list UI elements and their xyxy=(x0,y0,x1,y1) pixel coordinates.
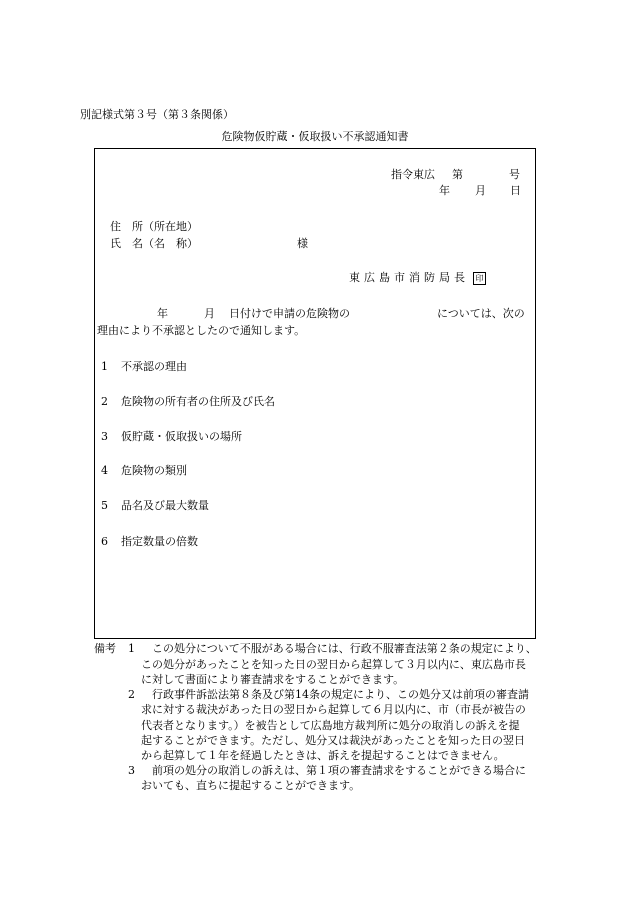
body-date-text: 日付けで申請の危険物の xyxy=(229,307,350,320)
item-number: 3 xyxy=(101,430,108,443)
note-1-line-3: に対して書面により審査請求をすることができます。 xyxy=(141,673,405,686)
item-2 xyxy=(101,395,275,408)
item-number: 1 xyxy=(101,360,108,373)
item-4 xyxy=(101,464,187,477)
date-year: 年 xyxy=(439,184,450,197)
note-1-line-1: この処分について不服がある場合には、行政不服審査法第２条の規定により、 xyxy=(152,642,537,655)
body-year: 年 xyxy=(157,307,168,320)
body-line2: 理由により不承認としたので通知します。 xyxy=(97,324,306,337)
item-number: 6 xyxy=(101,535,108,548)
document-title: 危険物仮貯蔵・仮取扱い不承認通知書 xyxy=(221,130,409,143)
date-month: 月 xyxy=(475,184,486,197)
notes-label: 備考 xyxy=(94,642,116,655)
body-month: 月 xyxy=(204,307,215,320)
item-1 xyxy=(101,360,187,373)
note-3-line-1: 前項の処分の取消しの訴えは、第１項の審査請求をすることができる場合に xyxy=(152,764,526,777)
item-3 xyxy=(101,430,242,443)
item-number: 5 xyxy=(101,499,108,512)
doc-number-dai: 第 xyxy=(452,168,463,181)
seal-mark: 印 xyxy=(473,272,486,285)
item-5 xyxy=(101,499,209,512)
name-label: 氏 名（名 称） xyxy=(110,237,198,250)
item-text: 不承認の理由 xyxy=(121,360,187,373)
issuer-name-text: 東広島市消防局長 xyxy=(349,271,469,284)
note-3-number: 3 xyxy=(128,764,135,777)
note-1-line-2: この処分があったことを知った日の翌日から起算して３月以内に、東広島市長 xyxy=(141,658,526,671)
honorific-sama: 様 xyxy=(297,237,308,250)
note-2-line-1: 行政事件訴訟法第８条及び第14条の規定により、この処分又は前項の審査請 xyxy=(152,688,529,701)
item-text: 危険物の類別 xyxy=(121,464,187,477)
item-number: 4 xyxy=(101,464,108,477)
form-label: 別記様式第３号（第３条関係） xyxy=(80,108,234,121)
issuer-name xyxy=(349,271,486,285)
item-number: 2 xyxy=(101,395,108,408)
item-text: 危険物の所有者の住所及び氏名 xyxy=(121,395,275,408)
address-label: 住 所（所在地） xyxy=(110,220,198,233)
date-day: 日 xyxy=(510,184,521,197)
doc-number-prefix: 指令東広 xyxy=(391,168,435,181)
note-2-number: 2 xyxy=(128,688,135,701)
note-2-line-2: 求に対する裁決があった日の翌日から起算して６月以内に、市（市長が被告の xyxy=(141,703,526,716)
note-2-line-4: 起することができます。ただし、処分又は裁決があったことを知った日の翌日 xyxy=(141,734,526,747)
note-2-line-5: から起算して１年を経過したときは、訴えを提起することはできません。 xyxy=(141,749,505,762)
note-2-line-3: 代表者となります。）を被告として広島地方裁判所に処分の取消しの訴えを提 xyxy=(141,719,520,732)
item-text: 指定数量の倍数 xyxy=(121,535,198,548)
item-text: 仮貯蔵・仮取扱いの場所 xyxy=(121,430,242,443)
item-6 xyxy=(101,535,198,548)
note-3-line-2: おいても、直ちに提起することができます。 xyxy=(141,779,361,792)
body-tsuite: については、次の xyxy=(437,307,525,320)
item-text: 品名及び最大数量 xyxy=(121,499,209,512)
note-1-number: 1 xyxy=(128,642,135,655)
doc-number-go: 号 xyxy=(509,168,520,181)
